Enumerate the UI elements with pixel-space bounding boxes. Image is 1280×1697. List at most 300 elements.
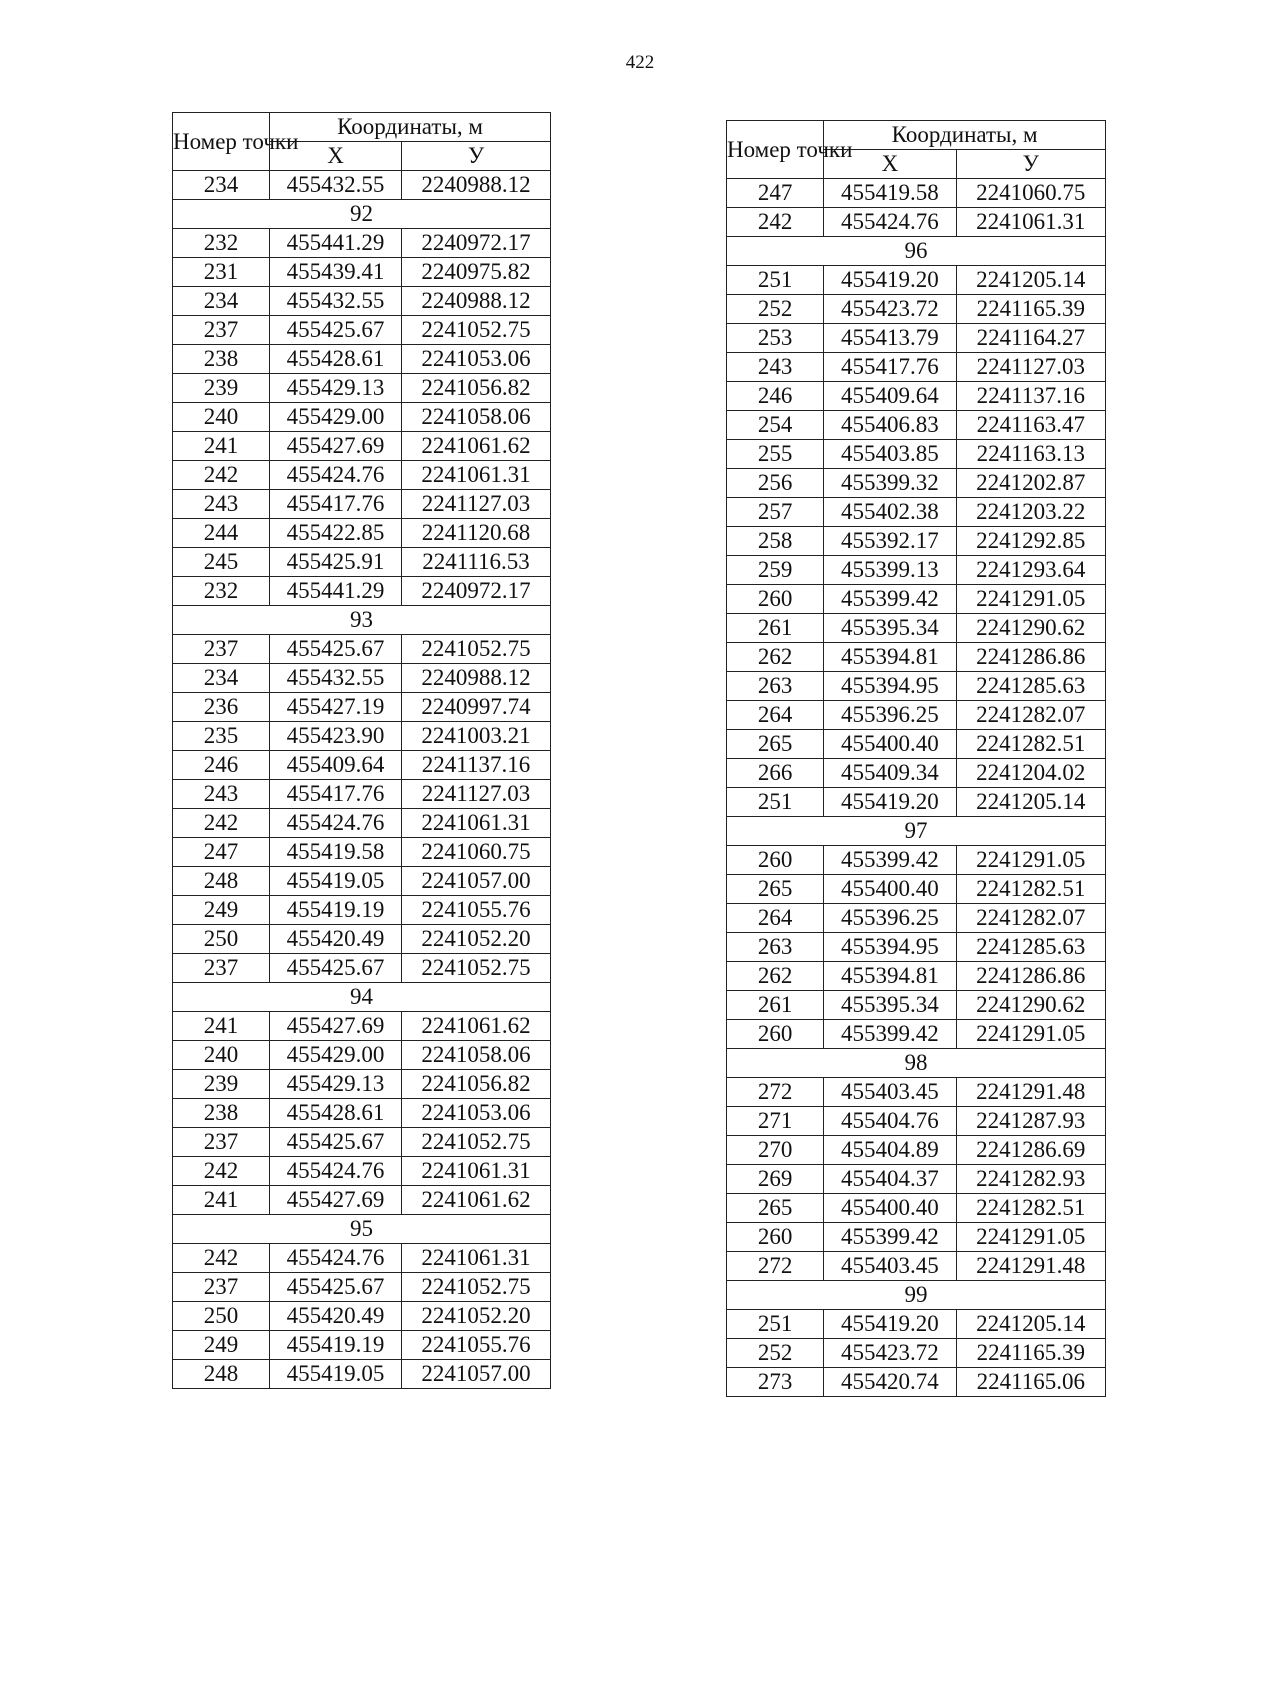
x-coordinate-cell: 455424.76 xyxy=(270,1157,402,1186)
y-coordinate-cell: 2240972.17 xyxy=(402,577,551,606)
table-row xyxy=(727,295,1106,324)
point-number-cell: 252 xyxy=(727,1339,824,1368)
point-number-cell: 261 xyxy=(727,614,824,643)
table-body-left xyxy=(173,171,551,1389)
table-row xyxy=(173,548,551,577)
table-row xyxy=(727,730,1106,759)
x-coordinate-cell: 455409.34 xyxy=(824,759,956,788)
section-row xyxy=(727,817,1106,846)
x-coordinate-cell: 455413.79 xyxy=(824,324,956,353)
point-number-cell: 241 xyxy=(173,1012,270,1041)
point-number-cell: 238 xyxy=(173,1099,270,1128)
x-coordinate-cell: 455419.05 xyxy=(270,1360,402,1389)
x-coordinate-cell: 455395.34 xyxy=(824,991,956,1020)
y-coordinate-cell: 2241052.20 xyxy=(402,1302,551,1331)
y-coordinate-cell: 2241163.47 xyxy=(956,411,1105,440)
point-number-cell: 260 xyxy=(727,1223,824,1252)
x-coordinate-cell: 455424.76 xyxy=(824,208,956,237)
table-row xyxy=(727,498,1106,527)
section-row xyxy=(727,1281,1106,1310)
table-row xyxy=(727,962,1106,991)
y-coordinate-cell: 2241003.21 xyxy=(402,722,551,751)
table-row xyxy=(727,469,1106,498)
y-coordinate-cell: 2241204.02 xyxy=(956,759,1105,788)
point-number-cell: 251 xyxy=(727,788,824,817)
x-coordinate-cell: 455425.67 xyxy=(270,316,402,345)
y-coordinate-cell: 2241205.14 xyxy=(956,788,1105,817)
point-number-cell: 237 xyxy=(173,1128,270,1157)
y-header: У xyxy=(956,150,1105,179)
point-number-cell: 250 xyxy=(173,1302,270,1331)
point-number-cell: 240 xyxy=(173,1041,270,1070)
page-number: 422 xyxy=(625,52,655,73)
table-row xyxy=(727,353,1106,382)
point-number-cell: 251 xyxy=(727,266,824,295)
x-coordinate-cell: 455427.69 xyxy=(270,1186,402,1215)
point-number-cell: 238 xyxy=(173,345,270,374)
y-coordinate-cell: 2241055.76 xyxy=(402,896,551,925)
y-coordinate-cell: 2241287.93 xyxy=(956,1107,1105,1136)
y-coordinate-cell: 2241056.82 xyxy=(402,374,551,403)
x-coordinate-cell: 455394.95 xyxy=(824,672,956,701)
y-coordinate-cell: 2241053.06 xyxy=(402,345,551,374)
x-coordinate-cell: 455439.41 xyxy=(270,258,402,287)
table-row xyxy=(727,1136,1106,1165)
section-row xyxy=(727,1049,1106,1078)
x-coordinate-cell: 455406.83 xyxy=(824,411,956,440)
y-coordinate-cell: 2241137.16 xyxy=(956,382,1105,411)
x-coordinate-cell: 455396.25 xyxy=(824,904,956,933)
section-number: 94 xyxy=(173,983,551,1012)
point-number-cell: 237 xyxy=(173,1273,270,1302)
point-number-cell: 237 xyxy=(173,954,270,983)
y-coordinate-cell: 2241290.62 xyxy=(956,614,1105,643)
y-coordinate-cell: 2241055.76 xyxy=(402,1331,551,1360)
coordinates-header: Координаты, м xyxy=(824,121,1106,150)
point-number-cell: 234 xyxy=(173,171,270,200)
point-number-cell: 242 xyxy=(727,208,824,237)
point-number-cell: 246 xyxy=(727,382,824,411)
x-coordinate-cell: 455399.42 xyxy=(824,1223,956,1252)
x-coordinate-cell: 455399.42 xyxy=(824,846,956,875)
x-coordinate-cell: 455396.25 xyxy=(824,701,956,730)
y-coordinate-cell: 2241137.16 xyxy=(402,751,551,780)
x-coordinate-cell: 455394.81 xyxy=(824,962,956,991)
point-number-cell: 264 xyxy=(727,701,824,730)
point-number-cell: 232 xyxy=(173,577,270,606)
y-coordinate-cell: 2241205.14 xyxy=(956,1310,1105,1339)
y-coordinate-cell: 2241061.62 xyxy=(402,1186,551,1215)
y-coordinate-cell: 2241052.75 xyxy=(402,1273,551,1302)
table-row xyxy=(173,664,551,693)
point-number-cell: 249 xyxy=(173,1331,270,1360)
point-number-cell: 260 xyxy=(727,1020,824,1049)
table-row xyxy=(173,1099,551,1128)
point-number-cell: 251 xyxy=(727,1310,824,1339)
table-row xyxy=(173,171,551,200)
y-coordinate-cell: 2241282.07 xyxy=(956,701,1105,730)
point-number-cell: 242 xyxy=(173,461,270,490)
y-coordinate-cell: 2241286.86 xyxy=(956,643,1105,672)
section-number: 99 xyxy=(727,1281,1106,1310)
table-row xyxy=(173,1070,551,1099)
table-row xyxy=(727,846,1106,875)
point-number-cell: 266 xyxy=(727,759,824,788)
table-row xyxy=(173,896,551,925)
x-coordinate-cell: 455420.74 xyxy=(824,1368,956,1397)
y-coordinate-cell: 2241061.31 xyxy=(402,1244,551,1273)
point-number-cell: 231 xyxy=(173,258,270,287)
point-number-cell: 270 xyxy=(727,1136,824,1165)
point-number-cell: 272 xyxy=(727,1078,824,1107)
x-coordinate-cell: 455441.29 xyxy=(270,577,402,606)
x-coordinate-cell: 455419.58 xyxy=(824,179,956,208)
section-row xyxy=(173,606,551,635)
y-coordinate-cell: 2241060.75 xyxy=(402,838,551,867)
x-coordinate-cell: 455432.55 xyxy=(270,287,402,316)
point-number-cell: 265 xyxy=(727,730,824,759)
section-number: 97 xyxy=(727,817,1106,846)
x-coordinate-cell: 455428.61 xyxy=(270,345,402,374)
point-number-cell: 246 xyxy=(173,751,270,780)
table-row xyxy=(173,867,551,896)
x-coordinate-cell: 455403.85 xyxy=(824,440,956,469)
table-row xyxy=(727,585,1106,614)
x-coordinate-cell: 455400.40 xyxy=(824,730,956,759)
point-number-cell: 236 xyxy=(173,693,270,722)
point-number-cell: 253 xyxy=(727,324,824,353)
x-coordinate-cell: 455419.58 xyxy=(270,838,402,867)
table-row xyxy=(727,556,1106,585)
x-coordinate-cell: 455425.67 xyxy=(270,1128,402,1157)
table-row xyxy=(727,933,1106,962)
table-row xyxy=(727,991,1106,1020)
point-number-cell: 263 xyxy=(727,933,824,962)
x-coordinate-cell: 455399.32 xyxy=(824,469,956,498)
x-coordinate-cell: 455400.40 xyxy=(824,875,956,904)
x-coordinate-cell: 455409.64 xyxy=(270,751,402,780)
section-number: 98 xyxy=(727,1049,1106,1078)
coordinates-table-left xyxy=(172,112,551,1389)
y-coordinate-cell: 2241061.31 xyxy=(402,809,551,838)
x-coordinate-cell: 455420.49 xyxy=(270,925,402,954)
point-number-cell: 232 xyxy=(173,229,270,258)
x-coordinate-cell: 455427.69 xyxy=(270,1012,402,1041)
y-coordinate-cell: 2241056.82 xyxy=(402,1070,551,1099)
y-coordinate-cell: 2241291.48 xyxy=(956,1252,1105,1281)
y-coordinate-cell: 2241285.63 xyxy=(956,933,1105,962)
table-row xyxy=(173,258,551,287)
x-header: X xyxy=(824,150,956,179)
y-coordinate-cell: 2241203.22 xyxy=(956,498,1105,527)
y-coordinate-cell: 2241052.75 xyxy=(402,635,551,664)
x-coordinate-cell: 455417.76 xyxy=(824,353,956,382)
x-coordinate-cell: 455420.49 xyxy=(270,1302,402,1331)
y-coordinate-cell: 2241061.62 xyxy=(402,1012,551,1041)
point-number-cell: 234 xyxy=(173,664,270,693)
x-header: X xyxy=(270,142,402,171)
point-number-cell: 240 xyxy=(173,403,270,432)
table-row xyxy=(727,1368,1106,1397)
coordinates-table-right xyxy=(726,120,1106,1397)
y-coordinate-cell: 2241060.75 xyxy=(956,179,1105,208)
y-coordinate-cell: 2241291.05 xyxy=(956,585,1105,614)
table-row xyxy=(727,324,1106,353)
y-coordinate-cell: 2240988.12 xyxy=(402,287,551,316)
table-row xyxy=(173,838,551,867)
x-coordinate-cell: 455432.55 xyxy=(270,171,402,200)
x-coordinate-cell: 455425.67 xyxy=(270,954,402,983)
point-number-cell: 242 xyxy=(173,1157,270,1186)
x-coordinate-cell: 455429.00 xyxy=(270,403,402,432)
point-number-cell: 258 xyxy=(727,527,824,556)
table-row xyxy=(173,1157,551,1186)
point-number-cell: 245 xyxy=(173,548,270,577)
y-coordinate-cell: 2241286.69 xyxy=(956,1136,1105,1165)
y-coordinate-cell: 2241282.07 xyxy=(956,904,1105,933)
table-row xyxy=(727,1194,1106,1223)
x-coordinate-cell: 455399.42 xyxy=(824,585,956,614)
point-number-cell: 255 xyxy=(727,440,824,469)
x-coordinate-cell: 455419.19 xyxy=(270,1331,402,1360)
x-coordinate-cell: 455419.20 xyxy=(824,266,956,295)
y-coordinate-cell: 2240988.12 xyxy=(402,664,551,693)
coordinates-header: Координаты, м xyxy=(270,113,551,142)
x-coordinate-cell: 455429.00 xyxy=(270,1041,402,1070)
table-row xyxy=(173,1128,551,1157)
y-coordinate-cell: 2241293.64 xyxy=(956,556,1105,585)
x-coordinate-cell: 455429.13 xyxy=(270,1070,402,1099)
y-coordinate-cell: 2241053.06 xyxy=(402,1099,551,1128)
point-number-cell: 244 xyxy=(173,519,270,548)
section-number: 93 xyxy=(173,606,551,635)
table-row xyxy=(173,403,551,432)
point-number-cell: 243 xyxy=(173,490,270,519)
point-number-cell: 248 xyxy=(173,1360,270,1389)
x-coordinate-cell: 455423.90 xyxy=(270,722,402,751)
table-row xyxy=(727,672,1106,701)
table-row xyxy=(173,287,551,316)
table-row xyxy=(173,635,551,664)
table-row xyxy=(173,693,551,722)
x-coordinate-cell: 455424.76 xyxy=(270,1244,402,1273)
x-coordinate-cell: 455425.91 xyxy=(270,548,402,577)
x-coordinate-cell: 455404.76 xyxy=(824,1107,956,1136)
point-number-cell: 249 xyxy=(173,896,270,925)
point-number-cell: 252 xyxy=(727,295,824,324)
table-row xyxy=(173,1012,551,1041)
x-coordinate-cell: 455419.20 xyxy=(824,1310,956,1339)
table-row xyxy=(173,1244,551,1273)
y-coordinate-cell: 2241052.20 xyxy=(402,925,551,954)
table-row xyxy=(173,490,551,519)
table-row xyxy=(727,759,1106,788)
y-coordinate-cell: 2240988.12 xyxy=(402,171,551,200)
x-coordinate-cell: 455423.72 xyxy=(824,1339,956,1368)
y-coordinate-cell: 2241286.86 xyxy=(956,962,1105,991)
table-row xyxy=(727,527,1106,556)
y-coordinate-cell: 2241165.39 xyxy=(956,1339,1105,1368)
y-coordinate-cell: 2241061.31 xyxy=(402,461,551,490)
x-coordinate-cell: 455427.19 xyxy=(270,693,402,722)
y-coordinate-cell: 2241202.87 xyxy=(956,469,1105,498)
y-coordinate-cell: 2241061.31 xyxy=(402,1157,551,1186)
table-row xyxy=(727,1252,1106,1281)
table-row xyxy=(173,1360,551,1389)
y-coordinate-cell: 2240997.74 xyxy=(402,693,551,722)
y-coordinate-cell: 2241290.62 xyxy=(956,991,1105,1020)
x-coordinate-cell: 455402.38 xyxy=(824,498,956,527)
table-row xyxy=(173,722,551,751)
point-number-cell: 242 xyxy=(173,809,270,838)
section-row xyxy=(173,1215,551,1244)
x-coordinate-cell: 455429.13 xyxy=(270,374,402,403)
y-coordinate-cell: 2241057.00 xyxy=(402,1360,551,1389)
y-coordinate-cell: 2241120.68 xyxy=(402,519,551,548)
table-row xyxy=(727,440,1106,469)
point-number-cell: 264 xyxy=(727,904,824,933)
point-number-cell: 254 xyxy=(727,411,824,440)
table-row xyxy=(173,954,551,983)
y-coordinate-cell: 2241052.75 xyxy=(402,1128,551,1157)
point-number-cell: 241 xyxy=(173,1186,270,1215)
table-row xyxy=(727,382,1106,411)
point-number-cell: 234 xyxy=(173,287,270,316)
section-number: 95 xyxy=(173,1215,551,1244)
point-number-cell: 273 xyxy=(727,1368,824,1397)
point-number-cell: 247 xyxy=(727,179,824,208)
table-row xyxy=(173,345,551,374)
point-number-header: Номер точки xyxy=(727,121,824,179)
point-number-cell: 247 xyxy=(173,838,270,867)
y-coordinate-cell: 2241285.63 xyxy=(956,672,1105,701)
table-row xyxy=(173,1186,551,1215)
y-coordinate-cell: 2241127.03 xyxy=(402,780,551,809)
table-row xyxy=(727,1020,1106,1049)
table-row xyxy=(173,432,551,461)
table-row xyxy=(727,1310,1106,1339)
table-row xyxy=(727,701,1106,730)
table-row xyxy=(173,751,551,780)
point-number-cell: 241 xyxy=(173,432,270,461)
table-body-right xyxy=(727,179,1106,1397)
y-coordinate-cell: 2241058.06 xyxy=(402,403,551,432)
point-number-cell: 260 xyxy=(727,846,824,875)
y-coordinate-cell: 2241291.05 xyxy=(956,1223,1105,1252)
table-row xyxy=(173,461,551,490)
table-row xyxy=(727,179,1106,208)
table-row xyxy=(173,519,551,548)
point-number-cell: 239 xyxy=(173,1070,270,1099)
table-row xyxy=(727,614,1106,643)
section-row xyxy=(173,200,551,229)
table-row xyxy=(173,577,551,606)
y-coordinate-cell: 2241127.03 xyxy=(402,490,551,519)
x-coordinate-cell: 455422.85 xyxy=(270,519,402,548)
x-coordinate-cell: 455419.05 xyxy=(270,867,402,896)
point-number-cell: 265 xyxy=(727,1194,824,1223)
table-row xyxy=(173,1273,551,1302)
y-coordinate-cell: 2241291.48 xyxy=(956,1078,1105,1107)
section-row xyxy=(727,237,1106,266)
x-coordinate-cell: 455432.55 xyxy=(270,664,402,693)
point-number-cell: 262 xyxy=(727,643,824,672)
y-coordinate-cell: 2241058.06 xyxy=(402,1041,551,1070)
table-row xyxy=(727,1339,1106,1368)
section-number: 96 xyxy=(727,237,1106,266)
table-row xyxy=(173,1041,551,1070)
y-coordinate-cell: 2241164.27 xyxy=(956,324,1105,353)
y-coordinate-cell: 2241052.75 xyxy=(402,316,551,345)
point-number-cell: 271 xyxy=(727,1107,824,1136)
x-coordinate-cell: 455427.69 xyxy=(270,432,402,461)
table-row xyxy=(727,1078,1106,1107)
point-number-cell: 260 xyxy=(727,585,824,614)
x-coordinate-cell: 455417.76 xyxy=(270,780,402,809)
point-number-cell: 239 xyxy=(173,374,270,403)
x-coordinate-cell: 455424.76 xyxy=(270,809,402,838)
table-row xyxy=(727,904,1106,933)
y-coordinate-cell: 2241116.53 xyxy=(402,548,551,577)
x-coordinate-cell: 455419.20 xyxy=(824,788,956,817)
x-coordinate-cell: 455395.34 xyxy=(824,614,956,643)
y-coordinate-cell: 2241282.51 xyxy=(956,730,1105,759)
x-coordinate-cell: 455428.61 xyxy=(270,1099,402,1128)
table-row xyxy=(173,229,551,258)
x-coordinate-cell: 455392.17 xyxy=(824,527,956,556)
x-coordinate-cell: 455394.95 xyxy=(824,933,956,962)
table-row xyxy=(173,316,551,345)
table-row xyxy=(173,1302,551,1331)
table-row xyxy=(727,788,1106,817)
header-row xyxy=(173,113,551,142)
y-coordinate-cell: 2241163.13 xyxy=(956,440,1105,469)
table-row xyxy=(173,1331,551,1360)
y-coordinate-cell: 2241282.51 xyxy=(956,1194,1105,1223)
y-coordinate-cell: 2241282.51 xyxy=(956,875,1105,904)
x-coordinate-cell: 455417.76 xyxy=(270,490,402,519)
point-number-cell: 248 xyxy=(173,867,270,896)
point-number-cell: 257 xyxy=(727,498,824,527)
point-number-cell: 242 xyxy=(173,1244,270,1273)
point-number-cell: 235 xyxy=(173,722,270,751)
point-number-cell: 263 xyxy=(727,672,824,701)
point-number-cell: 265 xyxy=(727,875,824,904)
table-row xyxy=(173,780,551,809)
x-coordinate-cell: 455409.64 xyxy=(824,382,956,411)
section-row xyxy=(173,983,551,1012)
point-number-cell: 237 xyxy=(173,316,270,345)
x-coordinate-cell: 455404.37 xyxy=(824,1165,956,1194)
header-row xyxy=(727,121,1106,150)
table-row xyxy=(727,1107,1106,1136)
table-row xyxy=(173,374,551,403)
y-coordinate-cell: 2241291.05 xyxy=(956,1020,1105,1049)
point-number-cell: 237 xyxy=(173,635,270,664)
y-coordinate-cell: 2240975.82 xyxy=(402,258,551,287)
x-coordinate-cell: 455424.76 xyxy=(270,461,402,490)
y-coordinate-cell: 2241061.31 xyxy=(956,208,1105,237)
point-number-cell: 262 xyxy=(727,962,824,991)
point-number-cell: 243 xyxy=(173,780,270,809)
x-coordinate-cell: 455423.72 xyxy=(824,295,956,324)
x-coordinate-cell: 455441.29 xyxy=(270,229,402,258)
x-coordinate-cell: 455399.13 xyxy=(824,556,956,585)
table-row xyxy=(173,925,551,954)
x-coordinate-cell: 455425.67 xyxy=(270,635,402,664)
y-coordinate-cell: 2241165.39 xyxy=(956,295,1105,324)
x-coordinate-cell: 455400.40 xyxy=(824,1194,956,1223)
